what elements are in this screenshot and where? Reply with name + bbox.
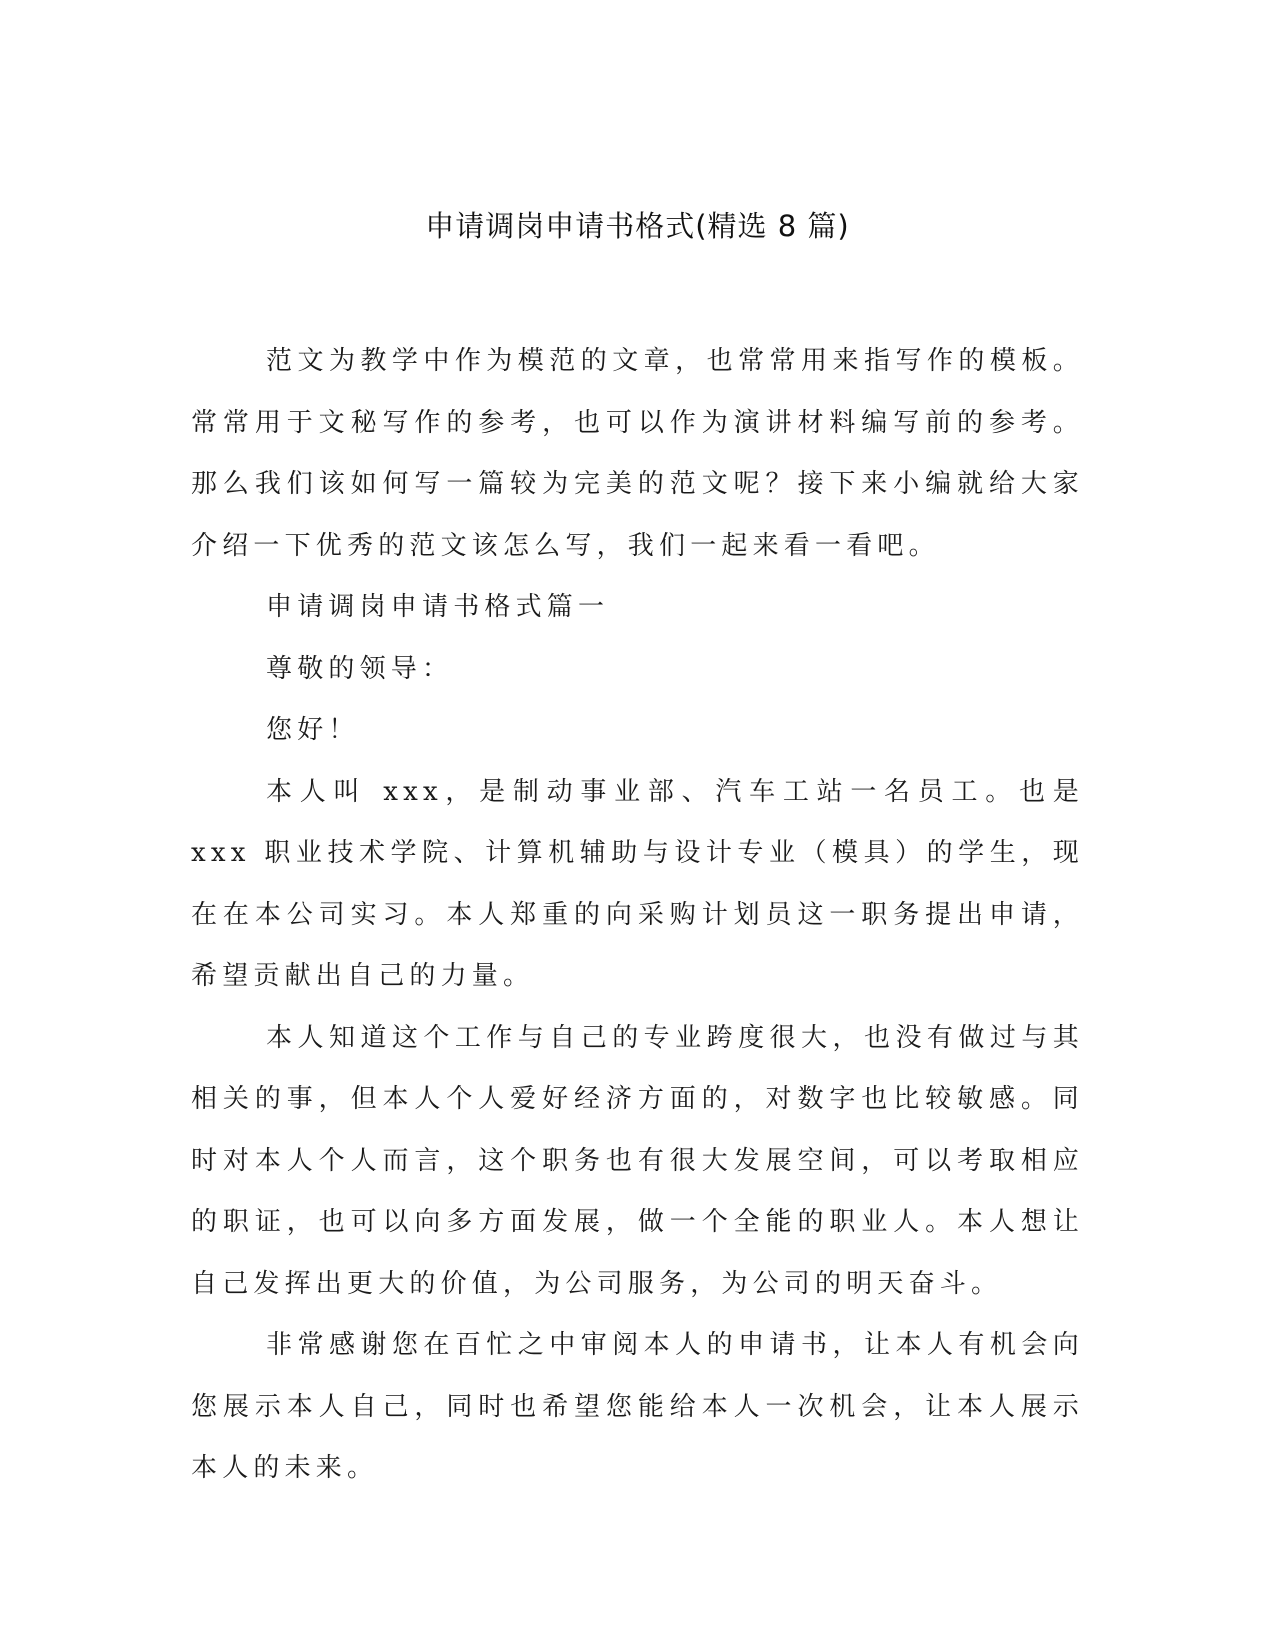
section-heading: 申请调岗申请书格式篇一 (266, 592, 610, 622)
document-body (191, 331, 1084, 1500)
body-paragraph: 本人叫 xxx，是制动事业部、汽车工站一名员工。也是 xxx 职业技术学院、计算机辅助与设计专业（模具）的学生，现在在本公司实习。本人郑重的向采购计划员这一职务提出申请，希望贡献出自己的力量。 (191, 776, 1084, 991)
document-title: 申请调岗申请书格式(精选 8 篇) (425, 209, 850, 243)
body-paragraph: 本人知道这个工作与自己的专业跨度很大，也没有做过与其相关的事，但本人个人爱好经济方面的，对数字也比较敏感。同时对本人个人而言，这个职务也有很大发展空间，可以考取相应的职证，也可以向多方面发展，做一个全能的职业人。本人想让自己发挥出更大的价值，为公司服务，为公司的明天奋斗。 (191, 1022, 1084, 1299)
greeting: 您好！ (266, 715, 360, 745)
salutation: 尊敬的领导： (266, 653, 454, 684)
intro-paragraph: 范文为教学中作为模范的文章，也常常用来指写作的模板。常常用于文秘写作的参考，也可以作为演讲材料编写前的参考。那么我们该如何写一篇较为完美的范文呢？接下来小编就给大家介绍一下优秀的范文该怎么写，我们一起来看一看吧。 (191, 346, 1084, 561)
body-paragraph: 非常感谢您在百忙之中审阅本人的申请书，让本人有机会向您展示本人自己，同时也希望您能给本人一次机会，让本人展示本人的未来。 (191, 1330, 1084, 1483)
